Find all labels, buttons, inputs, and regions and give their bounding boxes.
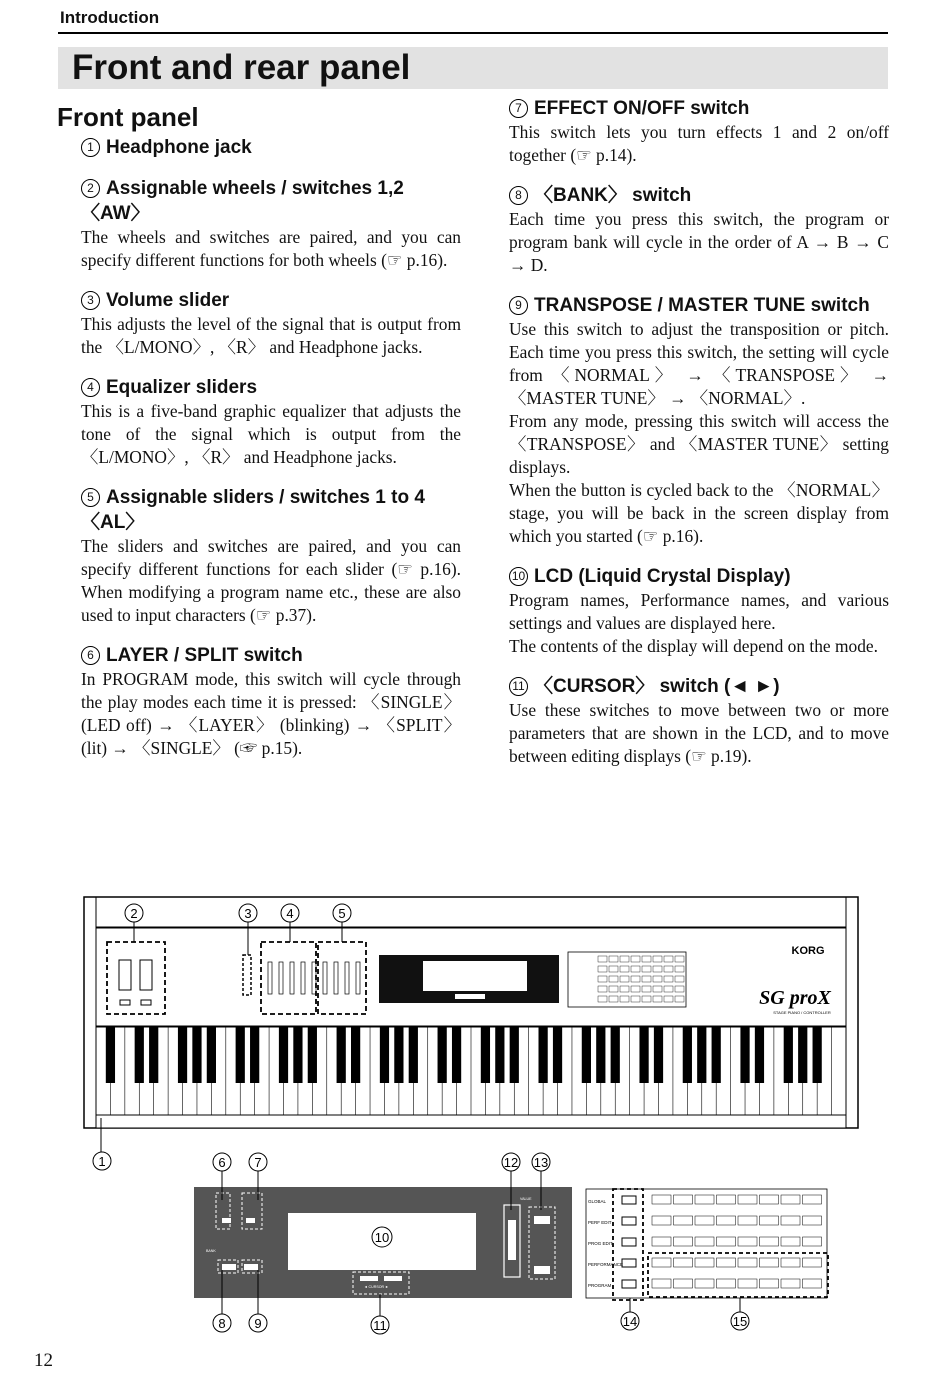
- black-key: [683, 1027, 692, 1083]
- black-key: [293, 1027, 302, 1083]
- black-key: [510, 1027, 519, 1083]
- item-title: 〈CURSOR〉 switch (◄ ►): [534, 676, 780, 697]
- item-heading: [81, 135, 461, 160]
- matrix-key: [760, 1195, 779, 1204]
- item-title: LAYER / SPLIT switch: [106, 645, 303, 666]
- item-number: 6: [81, 646, 100, 665]
- item-number: 2: [81, 179, 100, 198]
- matrix-key: [652, 1237, 671, 1246]
- item-number: 7: [509, 99, 528, 118]
- black-key: [351, 1027, 360, 1083]
- black-key: [279, 1027, 288, 1083]
- item-title: Volume slider: [106, 290, 230, 311]
- right-item-10: [509, 564, 889, 658]
- matrix-key: [781, 1258, 800, 1267]
- item-title: Equalizer sliders: [106, 377, 258, 398]
- item-paragraph: Use these switches to move between two or more parameters that are shown in the LCD, and to move between editing displays (☞ p.19).: [509, 700, 889, 766]
- item-number: 1: [81, 138, 100, 157]
- right-item-11: [509, 674, 889, 768]
- black-key: [236, 1027, 245, 1083]
- item-title: EFFECT ON/OFF switch: [534, 98, 750, 119]
- right-item-8: [509, 183, 889, 277]
- black-key: [380, 1027, 389, 1083]
- black-key: [438, 1027, 447, 1083]
- item-heading: [509, 564, 889, 589]
- left-item-3: [81, 288, 461, 359]
- left-item-5: [81, 485, 461, 627]
- callout-9: 9: [254, 1316, 262, 1331]
- black-key: [452, 1027, 461, 1083]
- item-heading: [81, 485, 461, 535]
- right-item-9: [509, 293, 889, 548]
- item-heading: [81, 375, 461, 400]
- callout-7: 7: [254, 1155, 262, 1170]
- black-key: [495, 1027, 504, 1083]
- item-number: 4: [81, 378, 100, 397]
- callout-8: 8: [218, 1316, 226, 1331]
- matrix-key: [738, 1279, 757, 1288]
- black-key: [192, 1027, 201, 1083]
- right-column: [509, 96, 889, 784]
- matrix-key: [738, 1216, 757, 1225]
- matrix-key: [717, 1258, 736, 1267]
- callout-4: 4: [286, 906, 294, 921]
- matrix-key: [717, 1216, 736, 1225]
- item-number: 5: [81, 488, 100, 507]
- page-title: Front and rear panel: [72, 48, 411, 87]
- panel-label-value: VALUE: [520, 1197, 532, 1201]
- item-paragraph: When the button is cycled back to the 〈NORMAL〉 stage, you will be back in the screen display from which you started (☞ p.16).: [509, 480, 889, 546]
- item-heading: [81, 288, 461, 313]
- matrix-key: [717, 1279, 736, 1288]
- mode-button: [622, 1280, 636, 1288]
- matrix-key: [760, 1216, 779, 1225]
- black-key: [135, 1027, 144, 1083]
- item-number: 11: [509, 677, 528, 696]
- item-number: 9: [509, 296, 528, 315]
- left-item-2: [81, 176, 461, 272]
- callout-1: 1: [98, 1154, 106, 1169]
- black-key: [106, 1027, 115, 1083]
- black-key: [784, 1027, 793, 1083]
- item-title: Headphone jack: [106, 137, 252, 158]
- black-key: [712, 1027, 721, 1083]
- black-key: [250, 1027, 259, 1083]
- black-key: [596, 1027, 605, 1083]
- item-title: Assignable sliders / switches 1 to 4 〈AL〉: [81, 487, 425, 533]
- matrix-key: [674, 1279, 693, 1288]
- mode-button: [622, 1217, 636, 1225]
- callout-10: 10: [374, 1230, 390, 1245]
- callout-15: 15: [732, 1314, 748, 1329]
- black-key: [308, 1027, 317, 1083]
- model-subtitle: STAGE PIANO / CONTROLLER: [773, 1010, 831, 1015]
- item-title: 〈BANK〉 switch: [534, 185, 692, 206]
- left-item-4: [81, 375, 461, 469]
- mode-row-label: PERFORMANCE: [588, 1262, 624, 1267]
- matrix-key: [803, 1258, 822, 1267]
- matrix-key: [674, 1216, 693, 1225]
- brand-logo: KORG: [791, 945, 825, 957]
- matrix-key: [695, 1237, 714, 1246]
- matrix-key: [652, 1258, 671, 1267]
- item-paragraph: In PROGRAM mode, this switch will cycle through the play modes each time it is pressed: 〈SINGLE〉 (LED off) → 〈LAYER〉 (blinking) → 〈SPLIT〉 (lit) → 〈SINGLE〉 (☞ p.15).: [81, 669, 461, 758]
- matrix-key: [760, 1237, 779, 1246]
- callout-12: 12: [503, 1155, 519, 1170]
- callout-13: 13: [533, 1155, 549, 1170]
- callout-11: 11: [373, 1318, 387, 1333]
- matrix-key: [781, 1216, 800, 1225]
- item-number: 8: [509, 186, 528, 205]
- model-logo: SG proX: [759, 987, 831, 1009]
- black-key: [813, 1027, 822, 1083]
- item-paragraph: This adjusts the level of the signal that is output from the 〈L/MONO〉, 〈R〉 and Headphone jacks.: [81, 314, 461, 357]
- item-number: 10: [509, 567, 528, 586]
- black-key: [798, 1027, 807, 1083]
- section-name: Introduction: [60, 8, 160, 27]
- matrix-key: [674, 1258, 693, 1267]
- matrix-key: [803, 1237, 822, 1246]
- black-key: [697, 1027, 706, 1083]
- black-key: [639, 1027, 648, 1083]
- item-paragraph: The sliders and switches are paired, and you can specify different functions for each slider (☞ p.16). When modifying a program name etc., these are also used to input characters (☞ p.37).: [81, 536, 461, 625]
- page-number: 12: [34, 1350, 53, 1371]
- item-paragraph: Each time you press this switch, the program or program bank will cycle in the order of A → B → C → D.: [509, 209, 889, 275]
- matrix-key: [695, 1216, 714, 1225]
- matrix-key: [738, 1237, 757, 1246]
- matrix-key: [781, 1279, 800, 1288]
- item-heading: [509, 183, 889, 208]
- matrix-key: [803, 1279, 822, 1288]
- mode-button: [622, 1196, 636, 1204]
- matrix-key: [738, 1258, 757, 1267]
- black-key: [611, 1027, 620, 1083]
- black-key: [654, 1027, 663, 1083]
- title-bar: [58, 47, 888, 89]
- mode-row-label: PERF EDIT: [588, 1220, 612, 1225]
- matrix-key: [695, 1258, 714, 1267]
- matrix-key: [760, 1258, 779, 1267]
- left-column: [57, 102, 461, 776]
- matrix-key: [781, 1195, 800, 1204]
- matrix-key: [652, 1216, 671, 1225]
- black-key: [582, 1027, 591, 1083]
- left-item-1: [81, 135, 461, 160]
- mode-row-label: PROG EDIT: [588, 1241, 613, 1246]
- callout-3: 3: [244, 906, 252, 921]
- black-key: [755, 1027, 764, 1083]
- item-paragraph: Program names, Performance names, and various settings and values are displayed here.: [509, 590, 889, 633]
- matrix-key: [760, 1279, 779, 1288]
- matrix-key: [738, 1195, 757, 1204]
- matrix-key: [781, 1237, 800, 1246]
- item-number: 3: [81, 291, 100, 310]
- item-paragraph: Use this switch to adjust the transposition or pitch. Each time you press this switch, the setting will cycle from 〈NORMAL〉 → 〈TRANSPOSE〉 → 〈MASTER TUNE〉 → 〈NORMAL〉.: [509, 319, 889, 408]
- mode-row-label: PROGRAM: [588, 1283, 612, 1288]
- matrix-key: [803, 1216, 822, 1225]
- item-title: LCD (Liquid Crystal Display): [534, 566, 791, 587]
- black-key: [149, 1027, 158, 1083]
- matrix-key: [717, 1195, 736, 1204]
- subheading: Front panel: [57, 102, 199, 132]
- black-key: [740, 1027, 749, 1083]
- matrix-key: [674, 1237, 693, 1246]
- right-item-7: [509, 96, 889, 167]
- black-key: [553, 1027, 562, 1083]
- item-paragraph: This switch lets you turn effects 1 and 2 on/off together (☞ p.14).: [509, 122, 889, 165]
- item-heading: [509, 293, 889, 318]
- panel-diagram: [0, 890, 950, 1350]
- matrix-key: [652, 1195, 671, 1204]
- matrix-key: [674, 1195, 693, 1204]
- black-key: [409, 1027, 418, 1083]
- mode-button: [622, 1259, 636, 1267]
- left-item-6: [81, 643, 461, 760]
- matrix-key: [717, 1237, 736, 1246]
- matrix-key: [695, 1279, 714, 1288]
- black-key: [481, 1027, 490, 1083]
- item-heading: [509, 674, 889, 699]
- item-paragraph: From any mode, pressing this switch will access the 〈TRANSPOSE〉 and 〈MASTER TUNE〉 setting displays.: [509, 411, 889, 477]
- item-paragraph: The wheels and switches are paired, and you can specify different functions for both wheels (☞ p.16).: [81, 227, 461, 270]
- black-key: [207, 1027, 216, 1083]
- mode-row-label: GLOBAL: [588, 1199, 607, 1204]
- black-key: [337, 1027, 346, 1083]
- item-paragraph: The contents of the display will depend on the mode.: [509, 636, 878, 656]
- matrix-key: [695, 1195, 714, 1204]
- callout-14: 14: [622, 1314, 638, 1329]
- matrix-key: [803, 1195, 822, 1204]
- callout-6: 6: [218, 1155, 226, 1170]
- running-header: [58, 6, 888, 34]
- item-paragraph: This is a five-band graphic equalizer that adjusts the tone of the signal which is output from the 〈L/MONO〉, 〈R〉 and Headphone jacks.: [81, 401, 461, 467]
- black-key: [178, 1027, 187, 1083]
- black-key: [539, 1027, 548, 1083]
- item-heading: [509, 96, 889, 121]
- item-title: Assignable wheels / switches 1,2 〈AW〉: [81, 178, 404, 224]
- matrix-key: [652, 1279, 671, 1288]
- callout-2: 2: [130, 906, 138, 921]
- item-heading: [81, 643, 461, 668]
- item-heading: [81, 176, 461, 226]
- callout-5: 5: [338, 906, 346, 921]
- item-title: TRANSPOSE / MASTER TUNE switch: [534, 295, 870, 316]
- black-key: [394, 1027, 403, 1083]
- panel-label-cursor: ◄ CURSOR ►: [364, 1285, 389, 1289]
- panel-label-bank: BANK: [206, 1249, 216, 1253]
- mode-button: [622, 1238, 636, 1246]
